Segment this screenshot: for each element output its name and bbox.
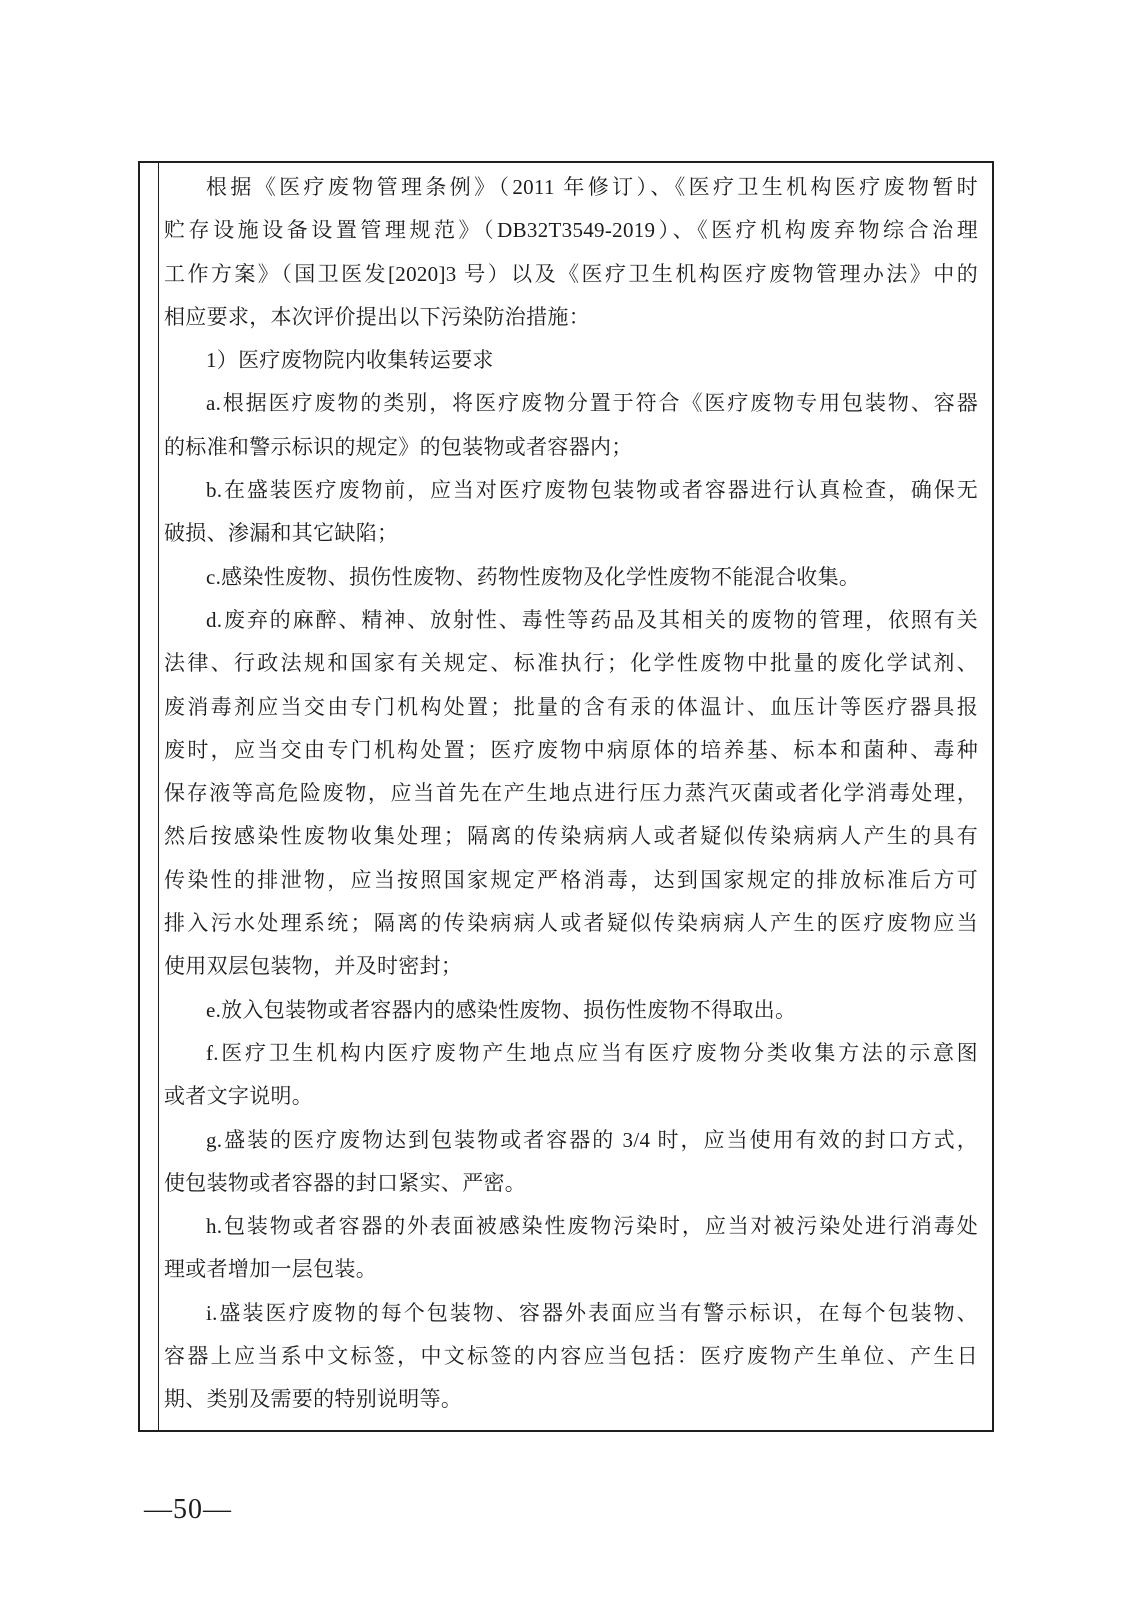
text-line: 贮存设施设备设置管理规范》（DB32T3549-2019）、《医疗机构废弃物综合治理	[164, 218, 978, 243]
text-line: 相应要求，本次评价提出以下污染防治措施：	[164, 304, 590, 329]
text-line: 然后按感染性废物收集处理；隔离的传染病病人或者疑似传染病病人产生的具有	[164, 824, 978, 849]
text-line: f.医疗卫生机构内医疗废物产生地点应当有医疗废物分类收集方法的示意图	[206, 1040, 978, 1065]
text-line: 理或者增加一层包装。	[164, 1257, 377, 1282]
text-line: 或者文字说明。	[164, 1084, 314, 1109]
text-line: h.包装物或者容器的外表面被感染性废物污染时，应当对被污染处进行消毒处	[206, 1214, 978, 1239]
text-line: 的标准和警示标识的规定》的包装物或者容器内；	[164, 434, 633, 459]
text-line: 废消毒剂应当交由专门机构处置；批量的含有汞的体温计、血压计等医疗器具报	[164, 694, 978, 719]
text-line: e.放入包装物或者容器内的感染性废物、损伤性废物不得取出。	[206, 997, 797, 1022]
text-line: g.盛装的医疗废物达到包装物或者容器的 3/4 时，应当使用有效的封口方式，	[206, 1127, 978, 1152]
text-line: c.感染性废物、损伤性废物、药物性废物及化学性废物不能混合收集。	[206, 564, 861, 589]
text-line: 使用双层包装物，并及时密封；	[164, 954, 463, 979]
text-line: 传染性的排泄物，应当按照国家规定严格消毒，达到国家规定的排放标准后方可	[164, 867, 978, 892]
text-line: 1）医疗废物院内收集转运要求	[206, 348, 494, 373]
text-line: d.废弃的麻醉、精神、放射性、毒性等药品及其相关的废物的管理，依照有关	[206, 607, 978, 632]
text-line: b.在盛装医疗废物前，应当对医疗废物包装物或者容器进行认真检查，确保无	[206, 478, 978, 503]
text-line: 工作方案》（国卫医发[2020]3 号）以及《医疗卫生机构医疗废物管理办法》中的	[164, 261, 978, 286]
text-line: 使包装物或者容器的封口紧实、严密。	[164, 1170, 527, 1195]
table-left-margin-cell	[140, 163, 159, 1430]
text-line: a.根据医疗废物的类别，将医疗废物分置于符合《医疗废物专用包装物、容器	[206, 391, 978, 416]
text-line: 根据《医疗废物管理条例》（2011 年修订）、《医疗卫生机构医疗废物暂时	[206, 175, 978, 199]
text-line: 废时，应当交由专门机构处置；医疗废物中病原体的培养基、标本和菌种、毒种	[164, 737, 978, 762]
text-line: 法律、行政法规和国家有关规定、标准执行；化学性废物中批量的废化学试剂、	[164, 651, 978, 676]
text-line: 容器上应当系中文标签，中文标签的内容应当包括：医疗废物产生单位、产生日	[164, 1344, 978, 1369]
table-content-cell	[159, 163, 992, 1430]
text-line: i.盛装医疗废物的每个包装物、容器外表面应当有警示标识，在每个包装物、	[206, 1300, 978, 1325]
text-line: 保存液等高危险废物，应当首先在产生地点进行压力蒸汽灭菌或者化学消毒处理，	[164, 781, 978, 806]
text-line: 排入污水处理系统；隔离的传染病病人或者疑似传染病病人产生的医疗废物应当	[164, 911, 978, 936]
page-number: —50—	[144, 1494, 232, 1525]
text-line: 期、类别及需要的特别说明等。	[164, 1387, 463, 1412]
text-line: 破损、渗漏和其它缺陷；	[164, 521, 399, 546]
content-table	[138, 161, 994, 1432]
